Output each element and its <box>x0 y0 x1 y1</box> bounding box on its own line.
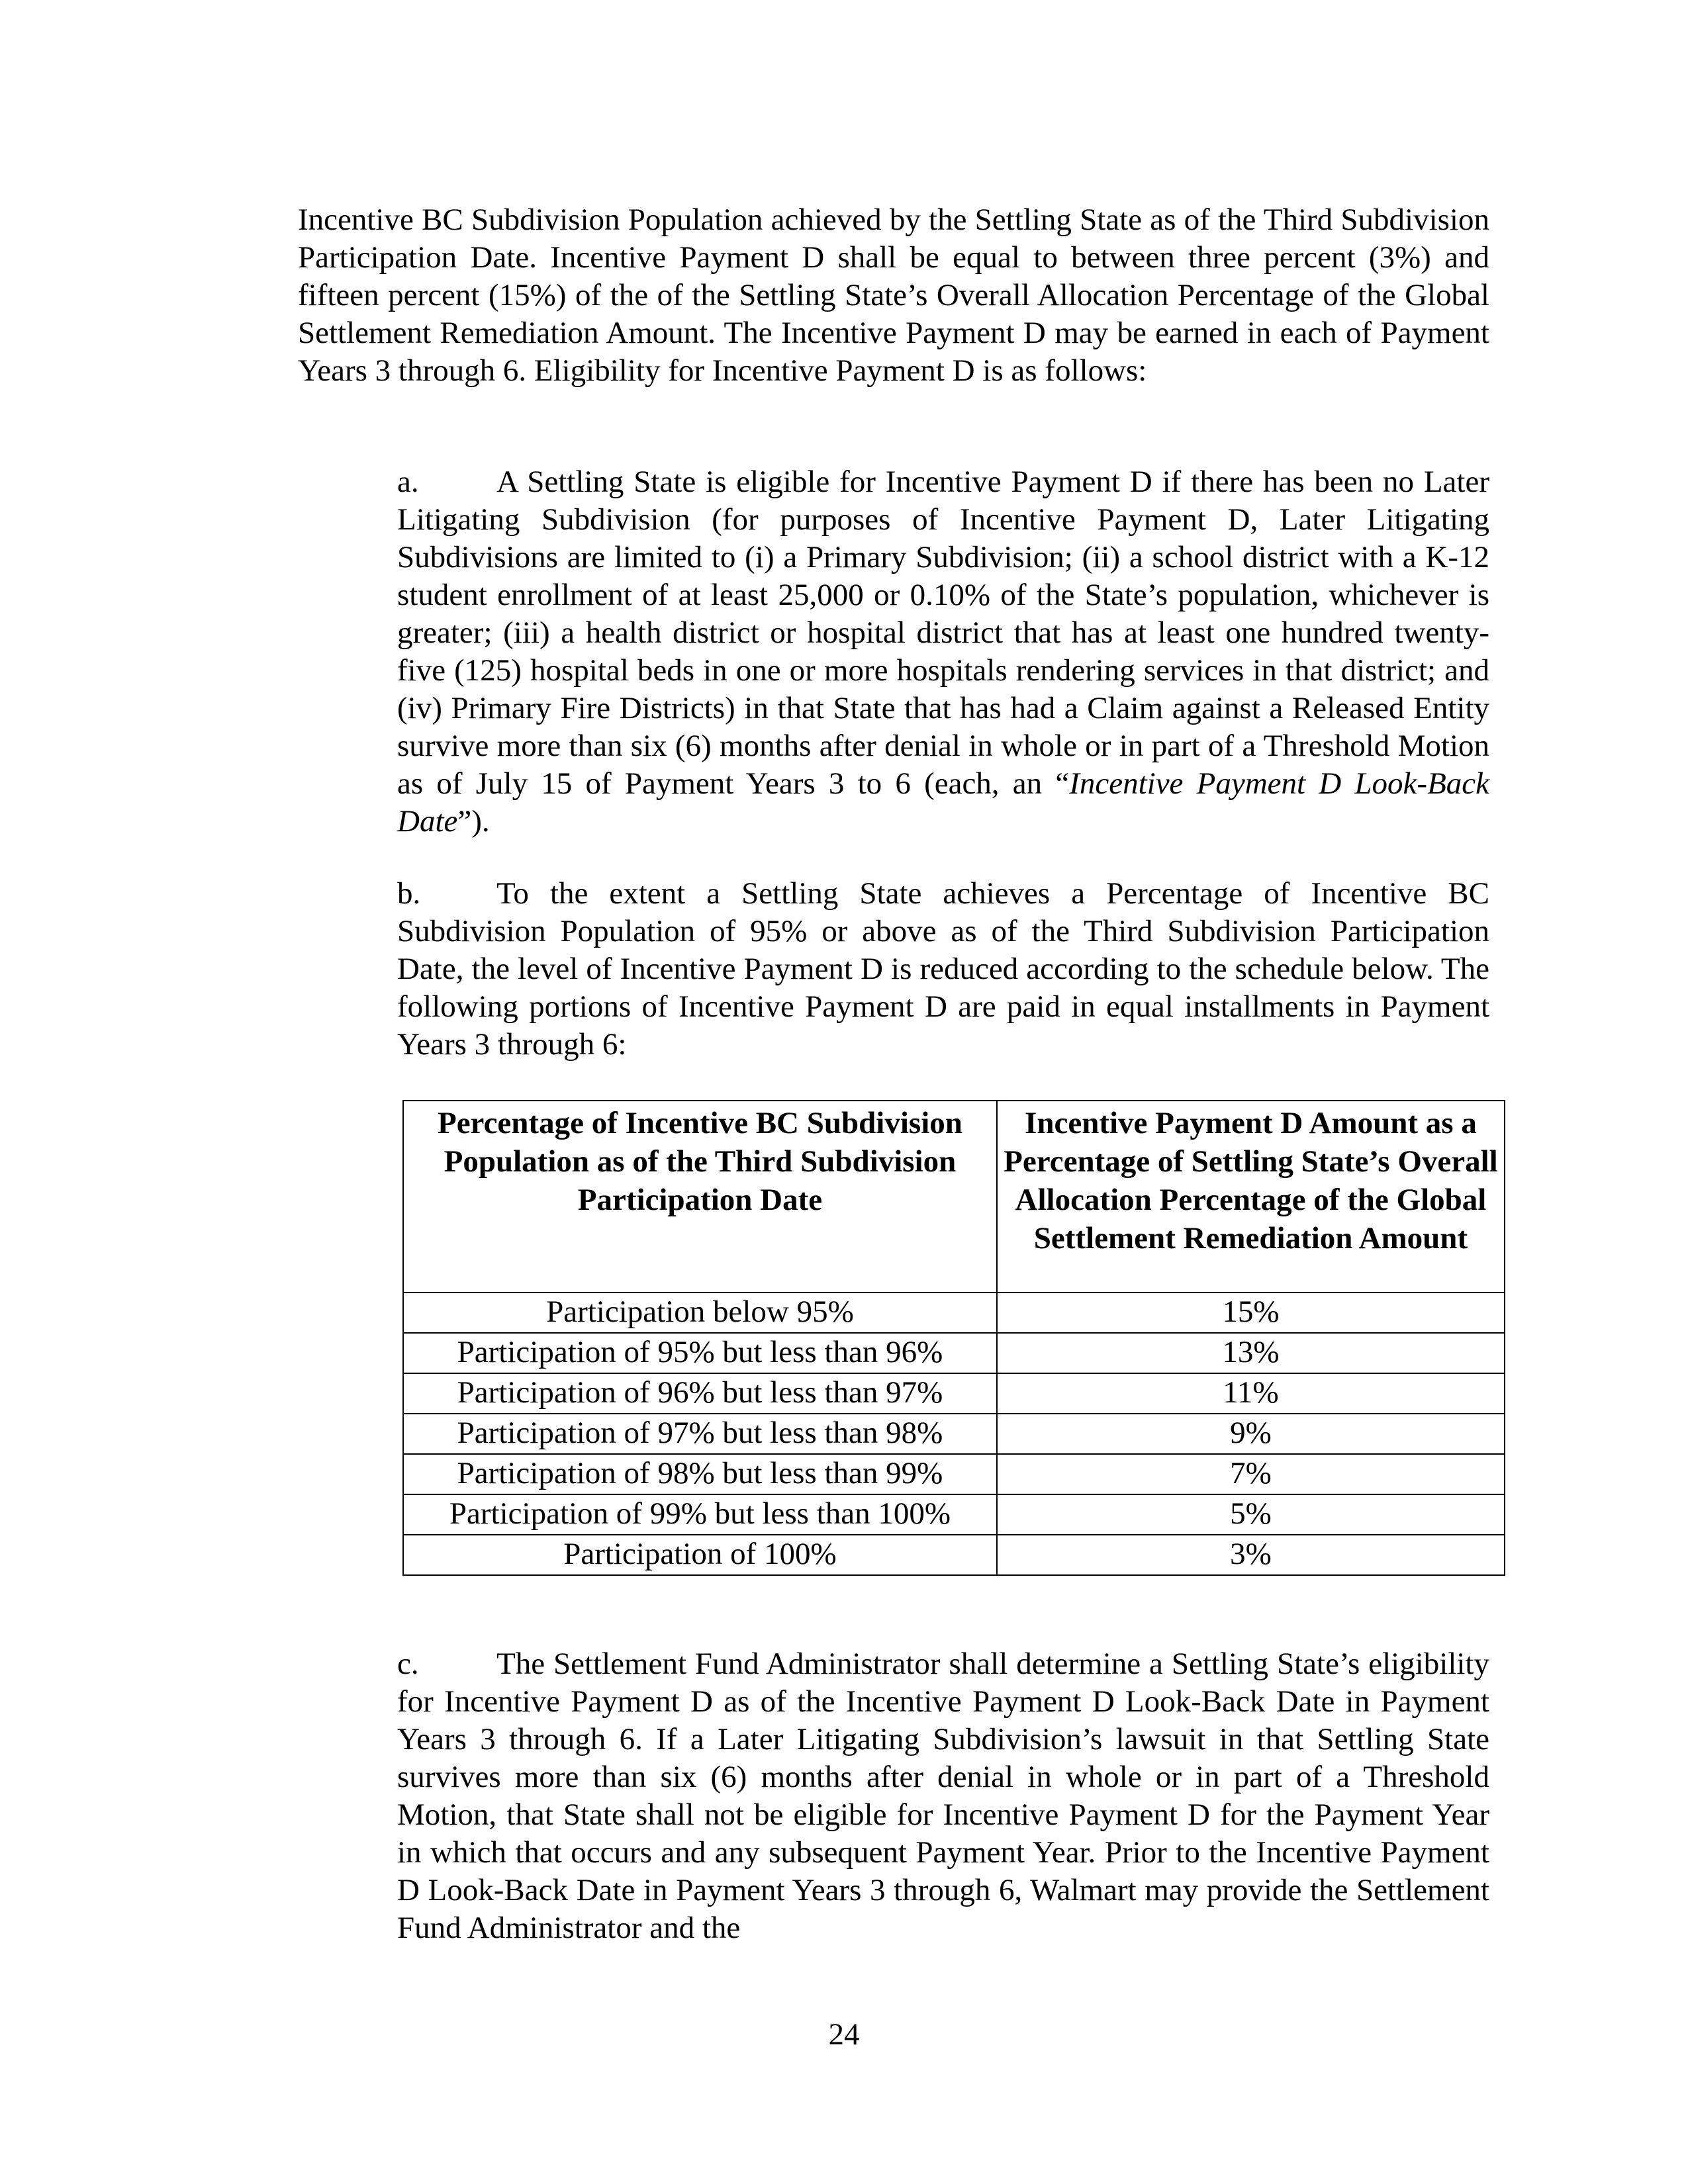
item-a-label: a. <box>397 465 419 499</box>
item-c-paragraph <box>397 1645 1489 1947</box>
payment-percent-cell: 11% <box>997 1373 1505 1414</box>
participation-cell: Participation of 97% but less than 98% <box>403 1414 997 1454</box>
item-a-text-end: ”). <box>457 804 490 839</box>
intro-paragraph <box>298 201 1489 390</box>
payment-percent-cell: 3% <box>997 1535 1505 1575</box>
payment-percent-cell: 7% <box>997 1454 1505 1494</box>
payment-percent-cell: 9% <box>997 1414 1505 1454</box>
participation-cell: Participation of 100% <box>403 1535 997 1575</box>
item-c-text: The Settlement Fund Administrator shall determine a Settling State’s eligibility for Incentive Payment D as of the Incentive Payment D Look-Back Date in Payment Years 3 through 6. If a Later Litigating Subdivision’s lawsuit in that Settling State survives more than six (6) months after denial in whole or in part of a Threshold Motion, that State shall not be eligible for Incentive Payment D for the Payment Year in which that occurs and any subsequent Payment Year. Prior to the Incentive Payment D Look-Back Date in Payment Years 3 through 6, Walmart may provide the Settlement Fund Administrator and the <box>397 1647 1489 1945</box>
item-a-defined-term: Incentive Payment D Look-Back Date <box>397 766 1489 839</box>
item-c-label: c. <box>397 1647 419 1681</box>
participation-cell: Participation below 95% <box>403 1293 997 1333</box>
payment-percent-cell: 13% <box>997 1333 1505 1373</box>
table-header-payment-amount: Incentive Payment D Amount as a Percentage of Settling State’s Overall Allocation Percentage of the Global Settlement Remediation Amount <box>997 1101 1505 1293</box>
participation-cell: Participation of 95% but less than 96% <box>403 1333 997 1373</box>
participation-cell: Participation of 96% but less than 97% <box>403 1373 997 1414</box>
table-row <box>403 1333 1505 1373</box>
table-header-participation: Percentage of Incentive BC Subdivision Population as of the Third Subdivision Participation Date <box>403 1101 997 1293</box>
table-row <box>403 1293 1505 1333</box>
page-number: 24 <box>828 2017 860 2052</box>
participation-cell: Participation of 98% but less than 99% <box>403 1454 997 1494</box>
table-row <box>403 1454 1505 1494</box>
table-row <box>403 1494 1505 1535</box>
payment-percent-cell: 5% <box>997 1494 1505 1535</box>
payment-percent-cell: 15% <box>997 1293 1505 1333</box>
incentive-schedule-table <box>402 1100 1505 1576</box>
intro-text: Incentive BC Subdivision Population achieved by the Settling State as of the Third Subdivision Participation Date. Incentive Payment D shall be equal to between three percent (3%) and fifteen percent (15%) of the of the Settling State’s Overall Allocation Percentage of the Global Settlement Remediation Amount. The Incentive Payment D may be earned in each of Payment Years 3 through 6. Eligibility for Incentive Payment D is as follows: <box>298 203 1489 388</box>
table-row <box>403 1535 1505 1575</box>
table-header-row <box>403 1101 1505 1293</box>
table-row <box>403 1373 1505 1414</box>
participation-cell: Participation of 99% but less than 100% <box>403 1494 997 1535</box>
item-a-text: A Settling State is eligible for Incentive Payment D if there has been no Later Litigating Subdivision (for purposes of Incentive Payment D, Later Litigating Subdivisions are limited to (i) a Primary Subdivision; (ii) a school district with a K-12 student enrollment of at least 25,000 or 0.10% of the State’s population, whichever is greater; (iii) a health district or hospital district that has at least one hundred twenty-five (125) hospital beds in one or more hospitals rendering services in that district; and (iv) Primary Fire Districts) in that State that has had a Claim against a Released Entity survive more than six (6) months after denial in whole or in part of a Threshold Motion as of July 15 of Payment Years 3 to 6 (each, an “ <box>397 465 1489 801</box>
item-a-paragraph <box>397 463 1489 841</box>
item-b-paragraph <box>397 875 1489 1064</box>
item-b-text: To the extent a Settling State achieves a Percentage of Incentive BC Subdivision Population of 95% or above as of the Third Subdivision Participation Date, the level of Incentive Payment D is reduced according to the schedule below. The following portions of Incentive Payment D are paid in equal installments in Payment Years 3 through 6: <box>397 876 1489 1062</box>
item-b-label: b. <box>397 876 421 911</box>
table-row <box>403 1414 1505 1454</box>
